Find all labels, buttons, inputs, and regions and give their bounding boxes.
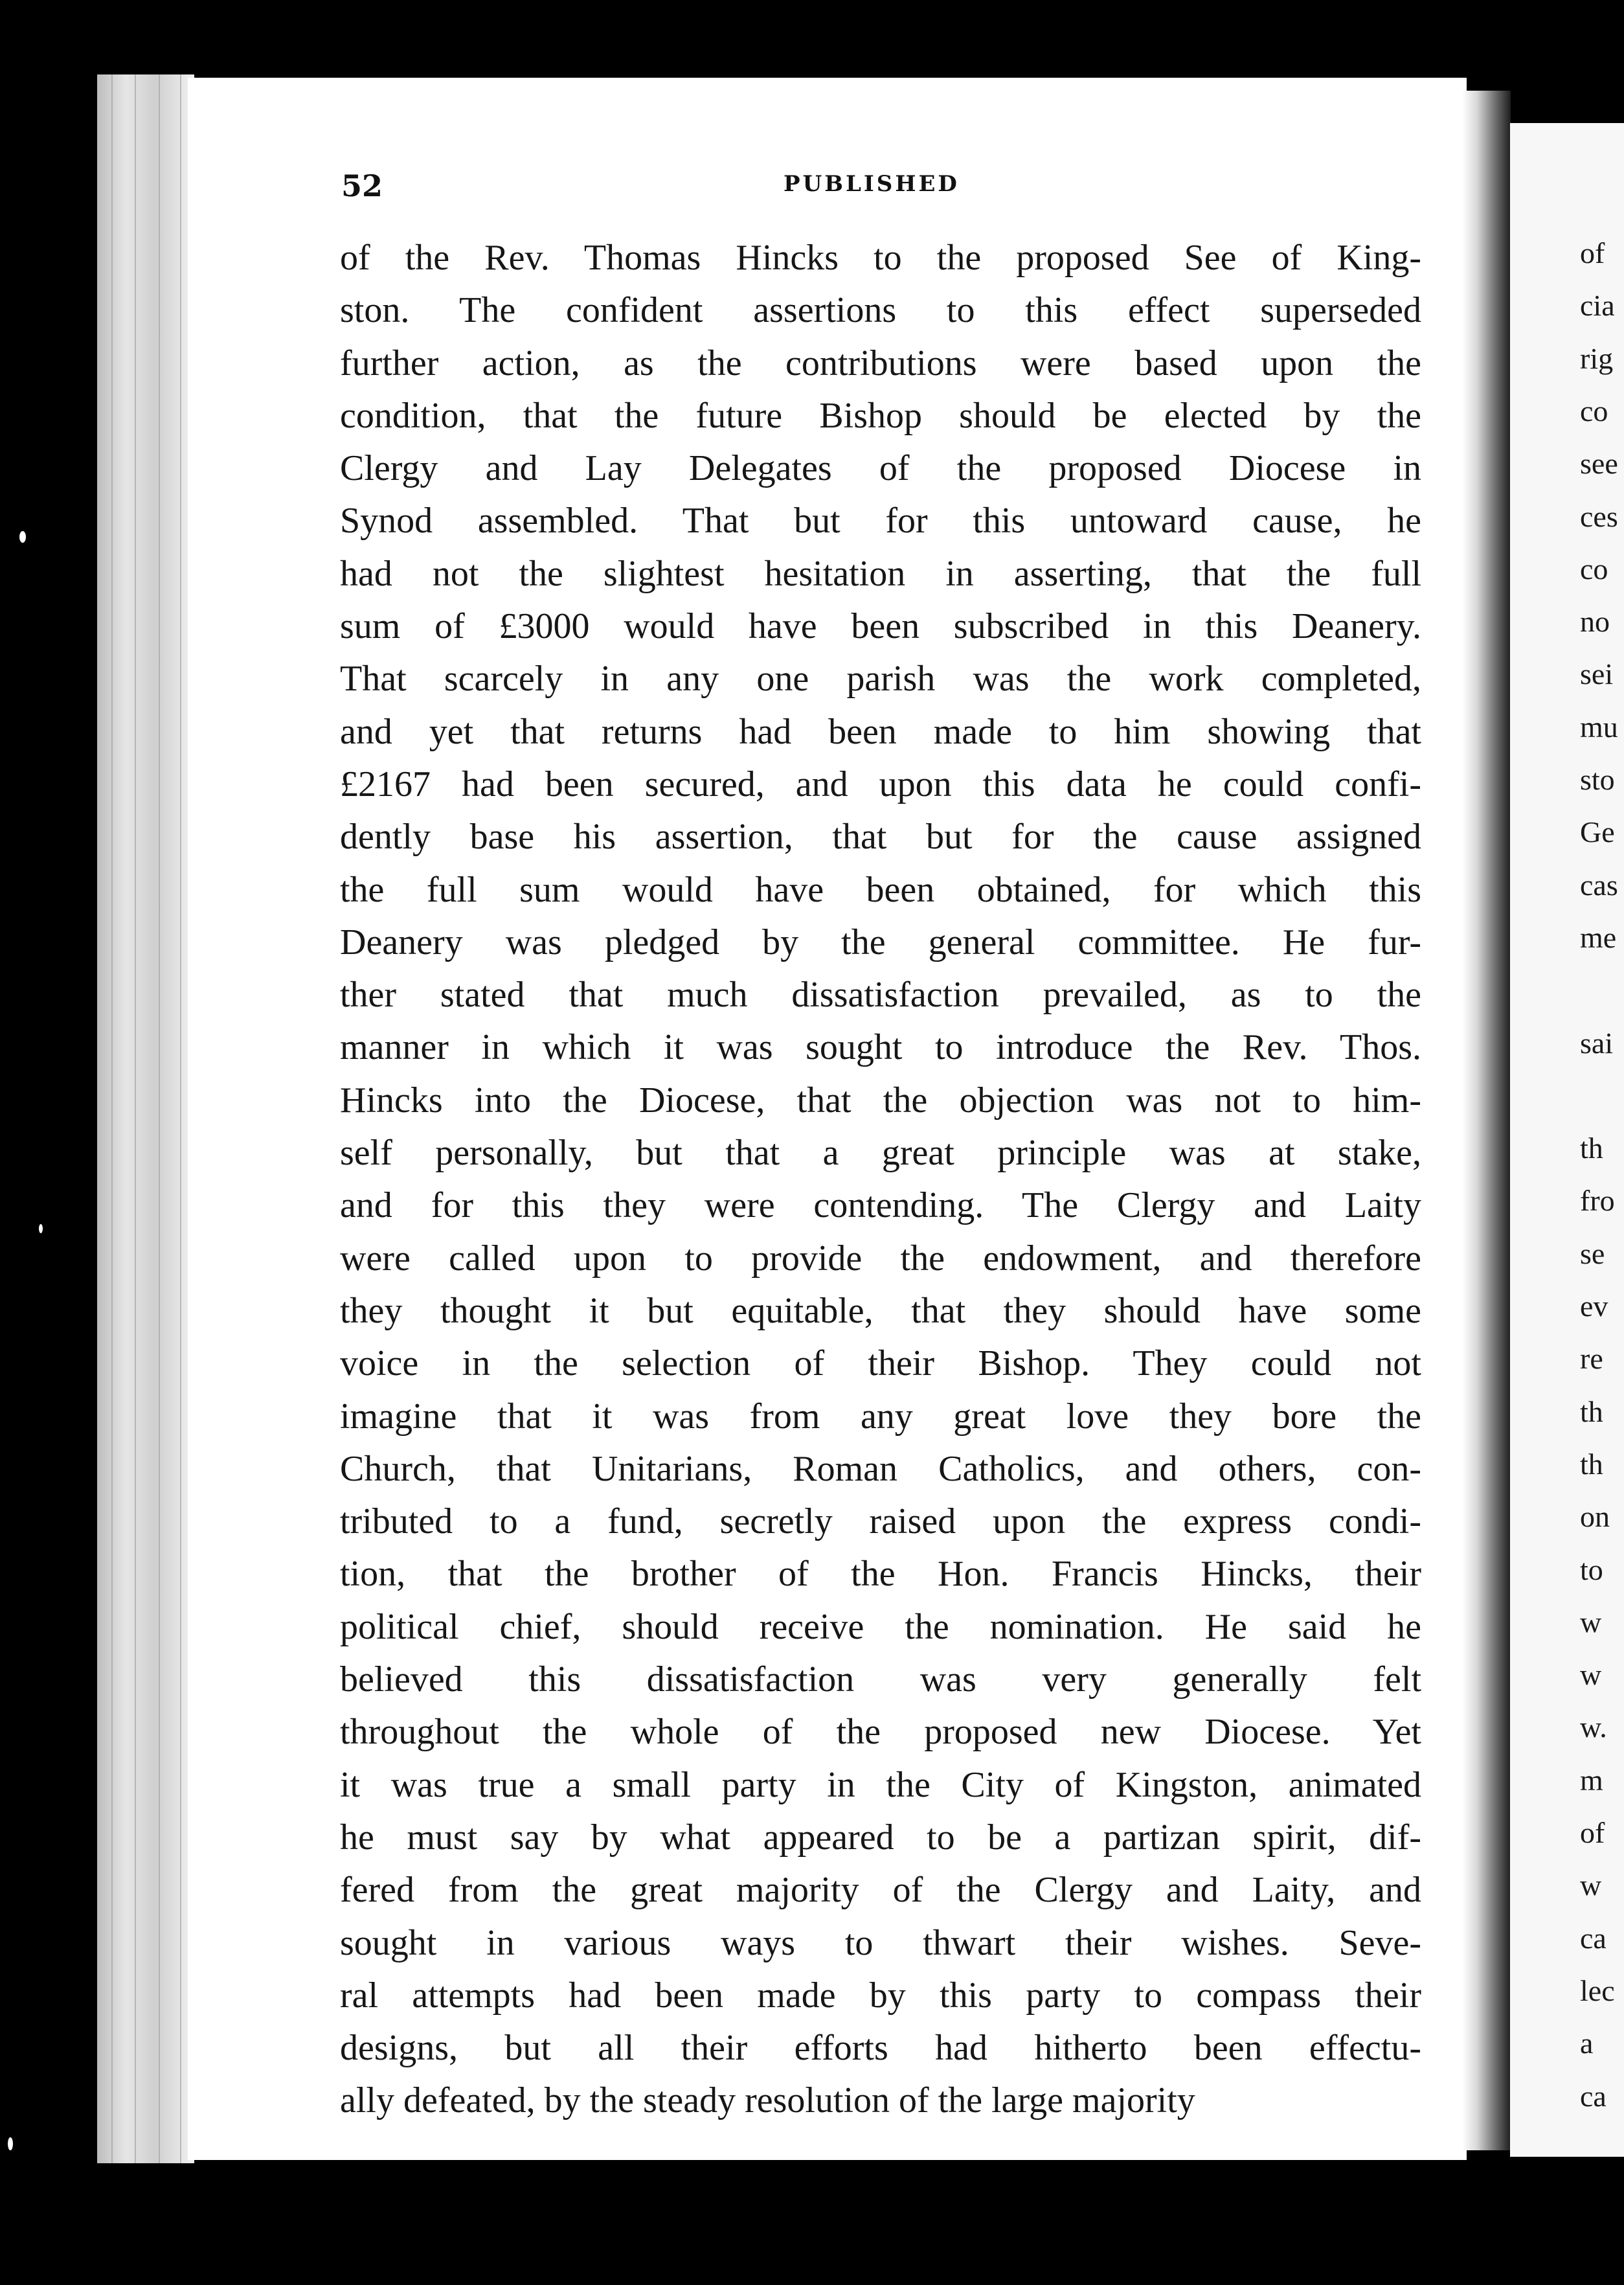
- text-line: tion, that the brother of the Hon. Francis Hincks, their: [340, 1554, 1421, 1595]
- facing-page-fragment: sai: [1580, 1026, 1614, 1060]
- text-line: Hincks into the Diocese, that the objection was not to him-: [340, 1080, 1421, 1120]
- text-line: self personally, but that a great principle was at stake,: [340, 1133, 1421, 1174]
- text-line: Clergy and Lay Delegates of the proposed Diocese in: [340, 448, 1421, 489]
- facing-page-fragment: cia: [1580, 289, 1615, 323]
- text-line: had not the slightest hesitation in asserting, that the full: [340, 553, 1421, 594]
- facing-page-fragment: th: [1580, 1131, 1603, 1165]
- text-line: were called upon to provide the endowment, and therefore: [340, 1238, 1421, 1279]
- text-line: ston. The confident assertions to this effect superseded: [340, 290, 1421, 331]
- facing-page-fragment: a: [1580, 2027, 1594, 2060]
- facing-page-fragment: to: [1580, 1552, 1603, 1586]
- facing-page-fragment: fro: [1580, 1184, 1615, 1218]
- text-line: it was true a small party in the City of Kingston, animated: [340, 1764, 1421, 1805]
- facing-page-fragment: on: [1580, 1500, 1610, 1534]
- text-line: tributed to a fund, secretly raised upon the express condi-: [340, 1501, 1421, 1542]
- facing-page: [1510, 123, 1624, 2157]
- page-stack-edge: [97, 74, 194, 2163]
- text-line: Deanery was pledged by the general committee. He fur-: [340, 922, 1421, 962]
- page-edge-line: [180, 74, 181, 2163]
- text-line: Synod assembled. That but for this untoward cause, he: [340, 501, 1421, 541]
- running-title: PUBLISHED: [784, 171, 960, 197]
- text-line: and for this they were contending. The Clergy and Laity: [340, 1185, 1421, 1226]
- facing-page-fragment: of: [1580, 1816, 1605, 1849]
- text-line: ally defeated, by the steady resolution of the large majority: [340, 2080, 1195, 2121]
- facing-page-fragment: th: [1580, 1394, 1603, 1428]
- facing-page-fragment: th: [1580, 1447, 1603, 1481]
- facing-page-fragment: co: [1580, 394, 1608, 427]
- facing-page-fragment: se: [1580, 1236, 1605, 1270]
- scan-speck: [39, 1224, 43, 1233]
- text-line: Church, that Unitarians, Roman Catholics, and others, con-: [340, 1448, 1421, 1489]
- facing-page-fragment: ca: [1580, 1921, 1607, 1955]
- scan-speck: [8, 2137, 13, 2150]
- facing-page-fragment: mu: [1580, 710, 1618, 744]
- page-edge-line: [159, 74, 160, 2163]
- text-line: condition, that the future Bishop should be elected by the: [340, 395, 1421, 436]
- facing-page-fragment: m: [1580, 1763, 1603, 1797]
- text-line: imagine that it was from any great love they bore the: [340, 1396, 1421, 1437]
- text-line: manner in which it was sought to introduce the Rev. Thos.: [340, 1027, 1421, 1068]
- facing-page-fragment: cas: [1580, 868, 1618, 902]
- page-number: 52: [341, 168, 383, 203]
- text-line: ther stated that much dissatisfaction prevailed, as to the: [340, 975, 1421, 1016]
- text-line: dently base his assertion, that but for the cause assigned: [340, 817, 1421, 858]
- body-paragraph: [340, 232, 1421, 2128]
- page-edge-line: [135, 74, 136, 2163]
- facing-page-fragment: lec: [1580, 1973, 1615, 2007]
- text-line: believed this dissatisfaction was very generally felt: [340, 1659, 1421, 1700]
- running-head: [0, 168, 1624, 207]
- scan-speck: [19, 531, 26, 543]
- text-line: further action, as the contributions were based upon the: [340, 343, 1421, 383]
- facing-page-fragment: me: [1580, 920, 1617, 954]
- facing-page-fragment: ca: [1580, 2079, 1607, 2113]
- text-line: of the Rev. Thomas Hincks to the proposed See of King-: [340, 238, 1421, 278]
- text-line: voice in the selection of their Bishop. They could not: [340, 1343, 1421, 1384]
- facing-page-fragment: ces: [1580, 499, 1618, 533]
- facing-page-fragment: co: [1580, 552, 1608, 585]
- facing-page-fragment: see: [1580, 447, 1618, 481]
- text-line: fered from the great majority of the Clergy and Laity, and: [340, 1870, 1421, 1911]
- facing-page-fragment: w: [1580, 1658, 1602, 1692]
- facing-page-fragment: Ge: [1580, 815, 1615, 849]
- facing-page-fragment: no: [1580, 605, 1610, 639]
- text-line: political chief, should receive the nomination. He said he: [340, 1606, 1421, 1647]
- text-line: sought in various ways to thwart their wishes. Seve-: [340, 1922, 1421, 1963]
- facing-page-fragment: sei: [1580, 657, 1614, 691]
- text-line: and yet that returns had been made to him showing that: [340, 711, 1421, 752]
- page-edge-line: [111, 74, 113, 2163]
- facing-page-fragment: ev: [1580, 1290, 1608, 1323]
- text-line: they thought it but equitable, that they should have some: [340, 1290, 1421, 1331]
- facing-page-fragment: re: [1580, 1342, 1603, 1376]
- text-line: ral attempts had been made by this party to compass their: [340, 1975, 1421, 2016]
- facing-page-fragment: sto: [1580, 763, 1615, 796]
- facing-page-fragment: w: [1580, 1869, 1602, 1902]
- text-line: sum of £3000 would have been subscribed in this Deanery.: [340, 606, 1421, 647]
- facing-page-fragment: of: [1580, 236, 1605, 269]
- text-line: That scarcely in any one parish was the work completed,: [340, 659, 1421, 699]
- text-line: the full sum would have been obtained, for which this: [340, 869, 1421, 910]
- text-line: designs, but all their efforts had hitherto been effectu-: [340, 2028, 1421, 2069]
- facing-page-fragment: w.: [1580, 1711, 1607, 1744]
- page-gutter-shadow: [1462, 91, 1511, 2150]
- facing-page-fragment: w: [1580, 1605, 1602, 1639]
- text-line: £2167 had been secured, and upon this data he could confi-: [340, 764, 1421, 804]
- facing-page-fragment: rig: [1580, 341, 1614, 375]
- text-line: he must say by what appeared to be a partizan spirit, dif-: [340, 1817, 1421, 1858]
- text-line: throughout the whole of the proposed new Diocese. Yet: [340, 1712, 1421, 1753]
